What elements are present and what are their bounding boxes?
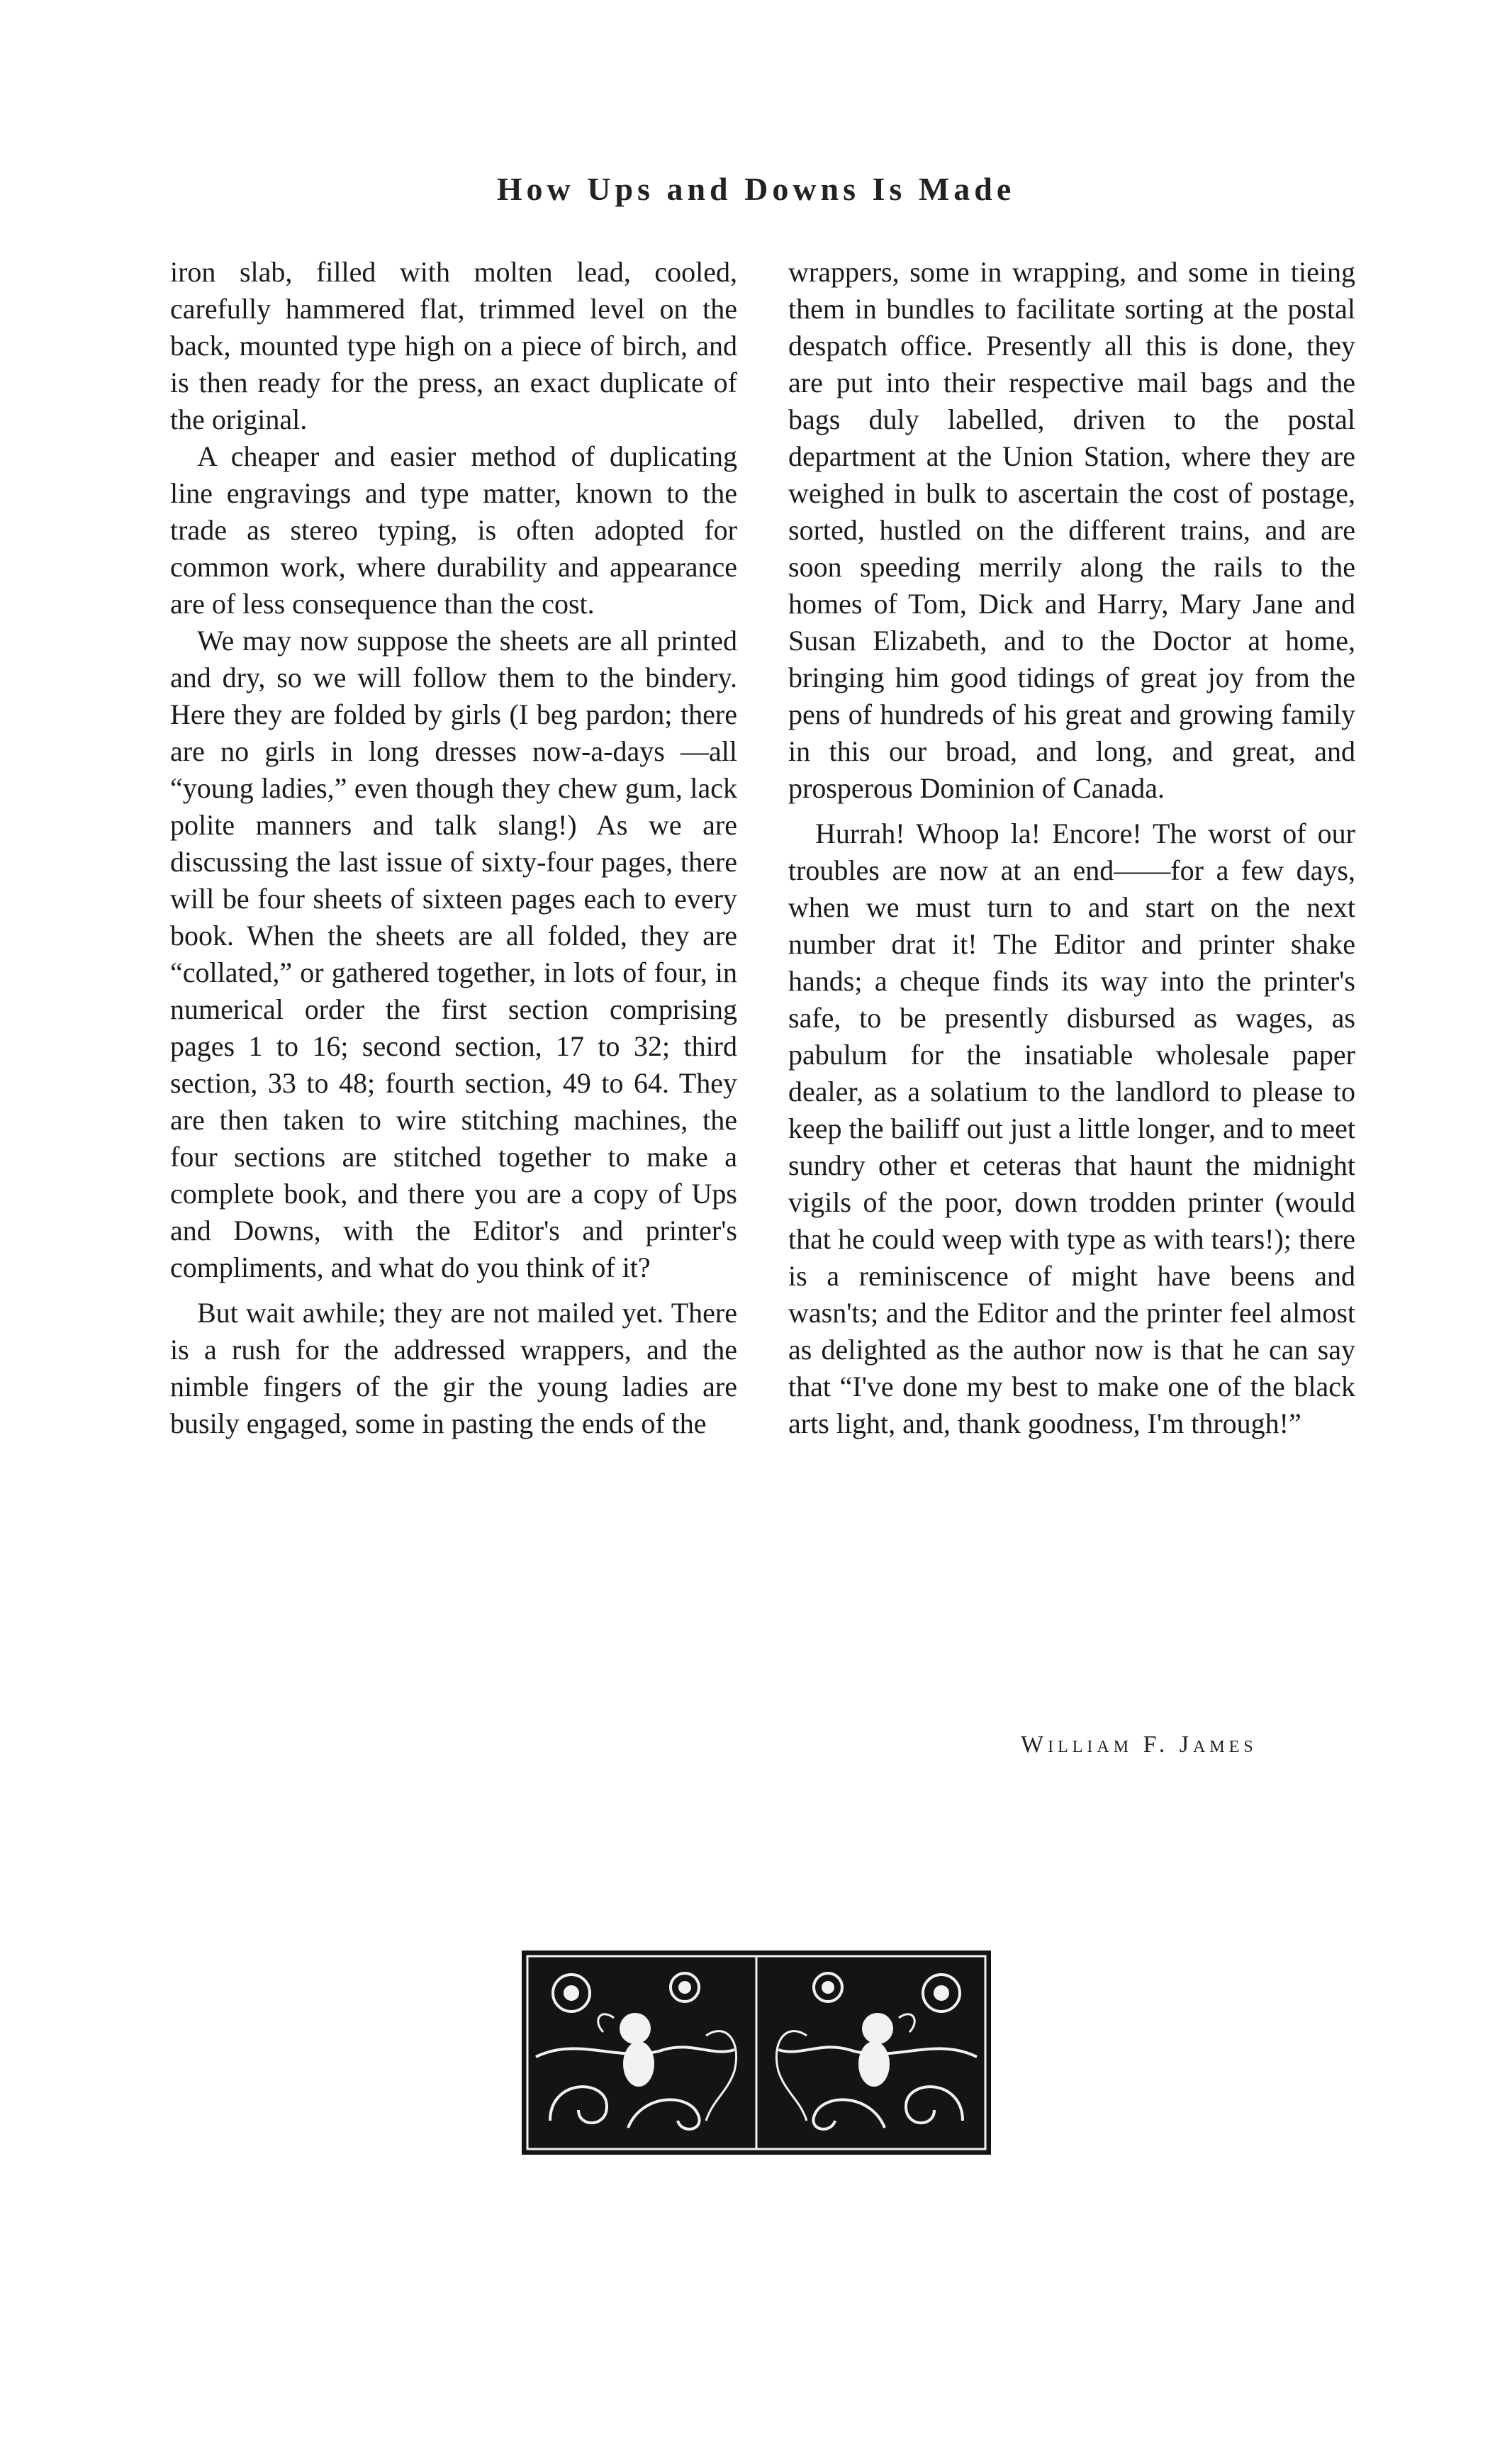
right-paragraph-1: wrappers, some in wrapping, and some in tieing them in bundles to facilitate sorting at the postal despatch office. Presently all this is done, they are put into their respective mail bags and the bags duly labelled, driven to the postal department at the Union Station, where they are weighed in bulk to ascertain the cost of postage, sorted, hustled on the different trains, and are soon speeding merrily along the rails to the homes of Tom, Dick and Harry, Mary Jane and Susan Elizabeth, and to the Doctor at home, bringing him good tidings of great joy from the pens of hundreds of his great and growing family in this our broad, and long, and great, and prosperous Dominion of Canada. [788, 256, 1355, 804]
right-paragraph-2: Hurrah! Whoop la! Encore! The worst of our troubles are now at an end——for a few days, when we must turn to and start on the next number drat it! The Editor and printer shake hands; a cheque finds its way into the printer's safe, to be presently disbursed as wages, as pabulum for the insatiable wholesale paper dealer, as a solatium to the landlord to please to keep the bailiff out just a little longer, and to meet sundry other et ceteras that haunt the midnight vigils of the poor, down trodden printer (would that he could weep with type as with tears!); there is a reminiscence of might have beens and wasn'ts; and the Editor and the printer feel almost as delighted as the author now is that he can say that “I've done my best to make one of the black arts light, and, thank goodness, I'm through!” [788, 817, 1355, 1439]
cherub-scroll-ornament-icon [522, 1951, 991, 2155]
left-paragraph-4: But wait awhile; they are not mailed yet. There is a rush for the addressed wrappers, and the nimble fingers of the gir the young ladies are busily engaged, some in pasting the ends of the [170, 1297, 737, 1439]
left-paragraph-1: iron slab, filled with molten lead, cooled, carefully hammered flat, trimmed level on the back, mounted type high on a piece of birch, and is then ready for the press, an exact duplicate of the original. [170, 256, 737, 435]
left-column [170, 254, 737, 1442]
author-signature: William F. James [1021, 1731, 1258, 1758]
right-column [788, 254, 1355, 1442]
running-head: How Ups and Downs Is Made [496, 171, 1016, 207]
left-paragraph-3: We may now suppose the sheets are all printed and dry, so we will follow them to the bindery. Here they are folded by girls (I beg pardon; there are no girls in long dresses now-a-days —all “young ladies,” even though they chew gum, lack polite manners and talk slang!) As we are discussing the last issue of sixty-four pages, there will be four sheets of sixteen pages each to every book. When the sheets are all folded, they are “collated,” or gathered together, in lots of four, in numerical order the first section comprising pages 1 to 16; second section, 17 to 32; third section, 33 to 48; fourth section, 49 to 64. They are then taken to wire stitching machines, the four sections are stitched together to make a complete book, and there you are a copy of Ups and Downs, with the Editor's and printer's compliments, and what do you think of it? [170, 625, 737, 1283]
left-paragraph-2: A cheaper and easier method of duplicating line engravings and type matter, known to the trade as stereo typing, is often adopted for common work, where durability and appearance are of less consequence than the cost. [170, 440, 737, 620]
